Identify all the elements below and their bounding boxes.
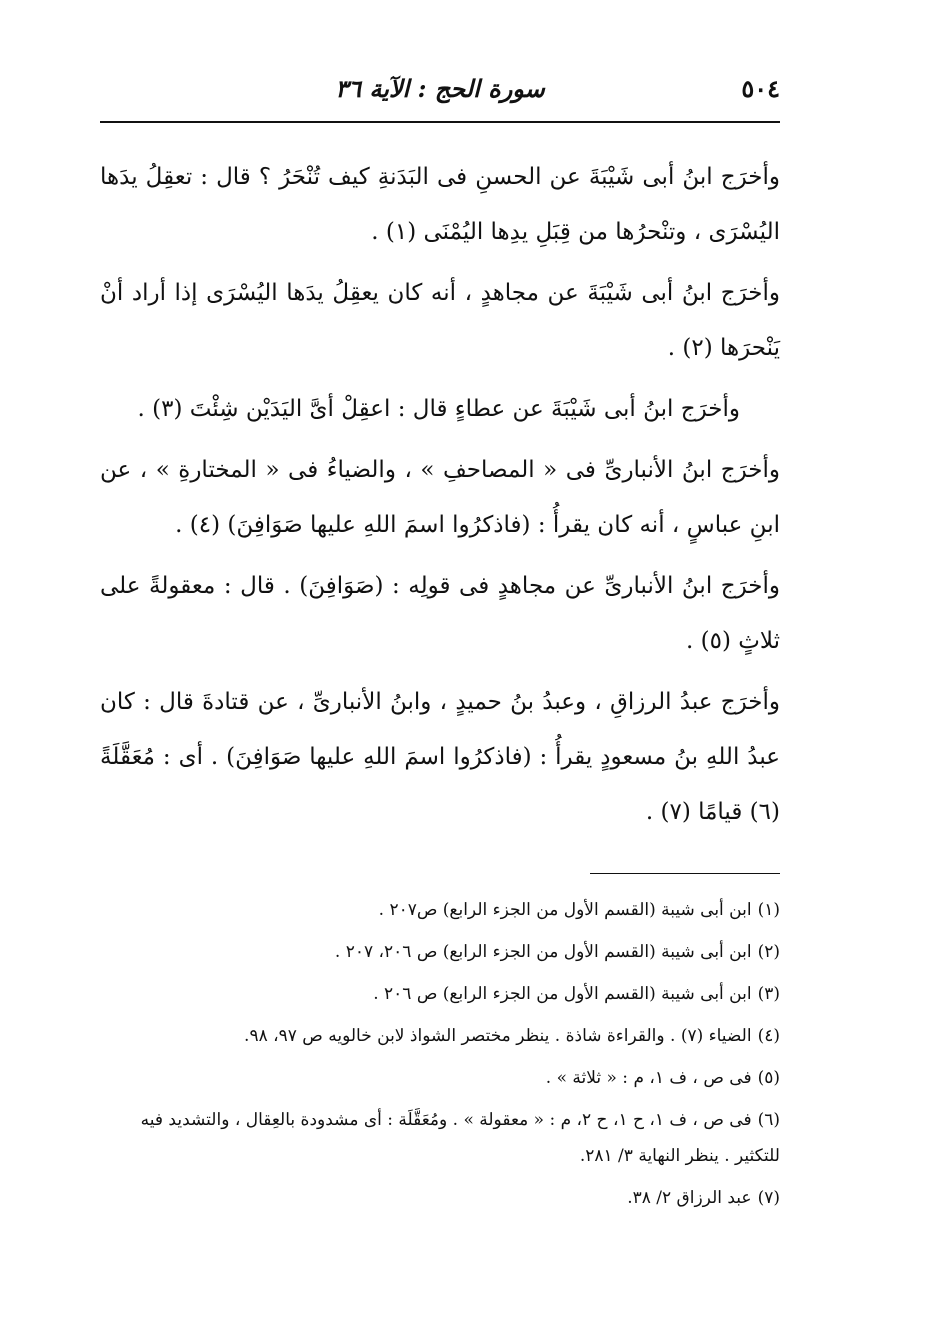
footnote	[100, 934, 780, 970]
footnote	[100, 1102, 780, 1174]
footnote-text: فى ص ، ف ١، م : « ثلاثة » .	[545, 1068, 752, 1088]
footnote-text: ابن أبى شيبة (القسم الأول من الجزء الرابع) ص ٢٠٦ .	[373, 984, 752, 1004]
paragraph: وأخرَج عبدُ الرزاقِ ، وعبدُ بنُ حميدٍ ، وابنُ الأنبارىِّ ، عن قتادةَ قال : كان عبدُ اللهِ بنُ مسعودٍ يقرأُ : (فاذكرُوا اسمَ اللهِ عليها صَوَافِنَ) . أى : مُعَقَّلَةً (٦) قيامًا (٧) .	[100, 689, 780, 825]
page-number: ٥٠٤	[741, 74, 780, 103]
footnote-number: (٤)	[757, 1026, 780, 1046]
footnote-text: ابن أبى شيبة (القسم الأول من الجزء الرابع) ص٢٠٧ .	[378, 900, 752, 920]
footnote	[100, 1180, 780, 1216]
running-head: سورة الحج : الآية ٣٦	[335, 74, 545, 103]
paragraph: وأخرَج ابنُ أبى شَيْبَةَ عن مجاهدٍ ، أنه كان يعقِلُ يدَها اليُسْرَى إذا أراد أنْ يَنْحرَها (٢) .	[100, 280, 780, 361]
footnote-rule	[590, 873, 780, 874]
paragraph: وأخرَج ابنُ أبى شَيْبَةَ عن الحسنِ فى البَدَنةِ كيف تُنْحَرُ ؟ قال : تعقِلُ يدَها اليُسْرَى ، وتنْحرُها من قِبَلِ يدِها اليُمْنَى (١) .	[100, 164, 780, 245]
footnote-text: عبد الرزاق ٢/ ٣٨.	[627, 1188, 752, 1208]
footnote-number: (٥)	[757, 1068, 780, 1088]
paragraph: وأخرَج ابنُ الأنبارىِّ فى « المصاحفِ » ، والضياءُ فى « المختارةِ » ، عن ابنِ عباسٍ ، أنه كان يقرأُ : (فاذكرُوا اسمَ اللهِ عليها صَوَافِنَ) (٤) .	[100, 457, 780, 538]
header-rule	[100, 121, 780, 123]
footnote-text: فى ص ، ف ١، ح ١، ح ٢، م : « معقولة » . ومُعَقَّلَة : أى مشدودة بالعِقال ، والتشديد فيه للتكثير . ينظر النهاية ٣/ ٢٨١.	[140, 1110, 780, 1166]
page-header	[100, 70, 780, 114]
footnote-text: الضياء (٧) . والقراءة شاذة . ينظر مختصر الشواذ لابن خالويه ص ٩٧، ٩٨.	[244, 1026, 752, 1046]
footnote-number: (٣)	[757, 984, 780, 1004]
paragraph: وأخرَج ابنُ الأنبارىِّ عن مجاهدٍ فى قولِه : (صَوَافِنَ) . قال : معقولةً على ثلاثٍ (٥) .	[100, 573, 780, 654]
footnote-number: (٢)	[757, 942, 780, 962]
footnote-text: ابن أبى شيبة (القسم الأول من الجزء الرابع) ص ٢٠٦، ٢٠٧ .	[334, 942, 752, 962]
footnote	[100, 976, 780, 1012]
footnote-number: (٦)	[757, 1110, 780, 1130]
main-text	[100, 150, 780, 846]
paragraph: وأخرَج ابنُ أبى شَيْبَةَ عن عطاءٍ قال : اعقِلْ أىَّ اليَدَيْن شِئْتَ (٣) .	[137, 396, 740, 422]
footnotes	[100, 892, 780, 1222]
footnote	[100, 1018, 780, 1054]
footnote	[100, 892, 780, 928]
footnote	[100, 1060, 780, 1096]
footnote-number: (١)	[757, 900, 780, 920]
footnote-number: (٧)	[757, 1188, 780, 1208]
